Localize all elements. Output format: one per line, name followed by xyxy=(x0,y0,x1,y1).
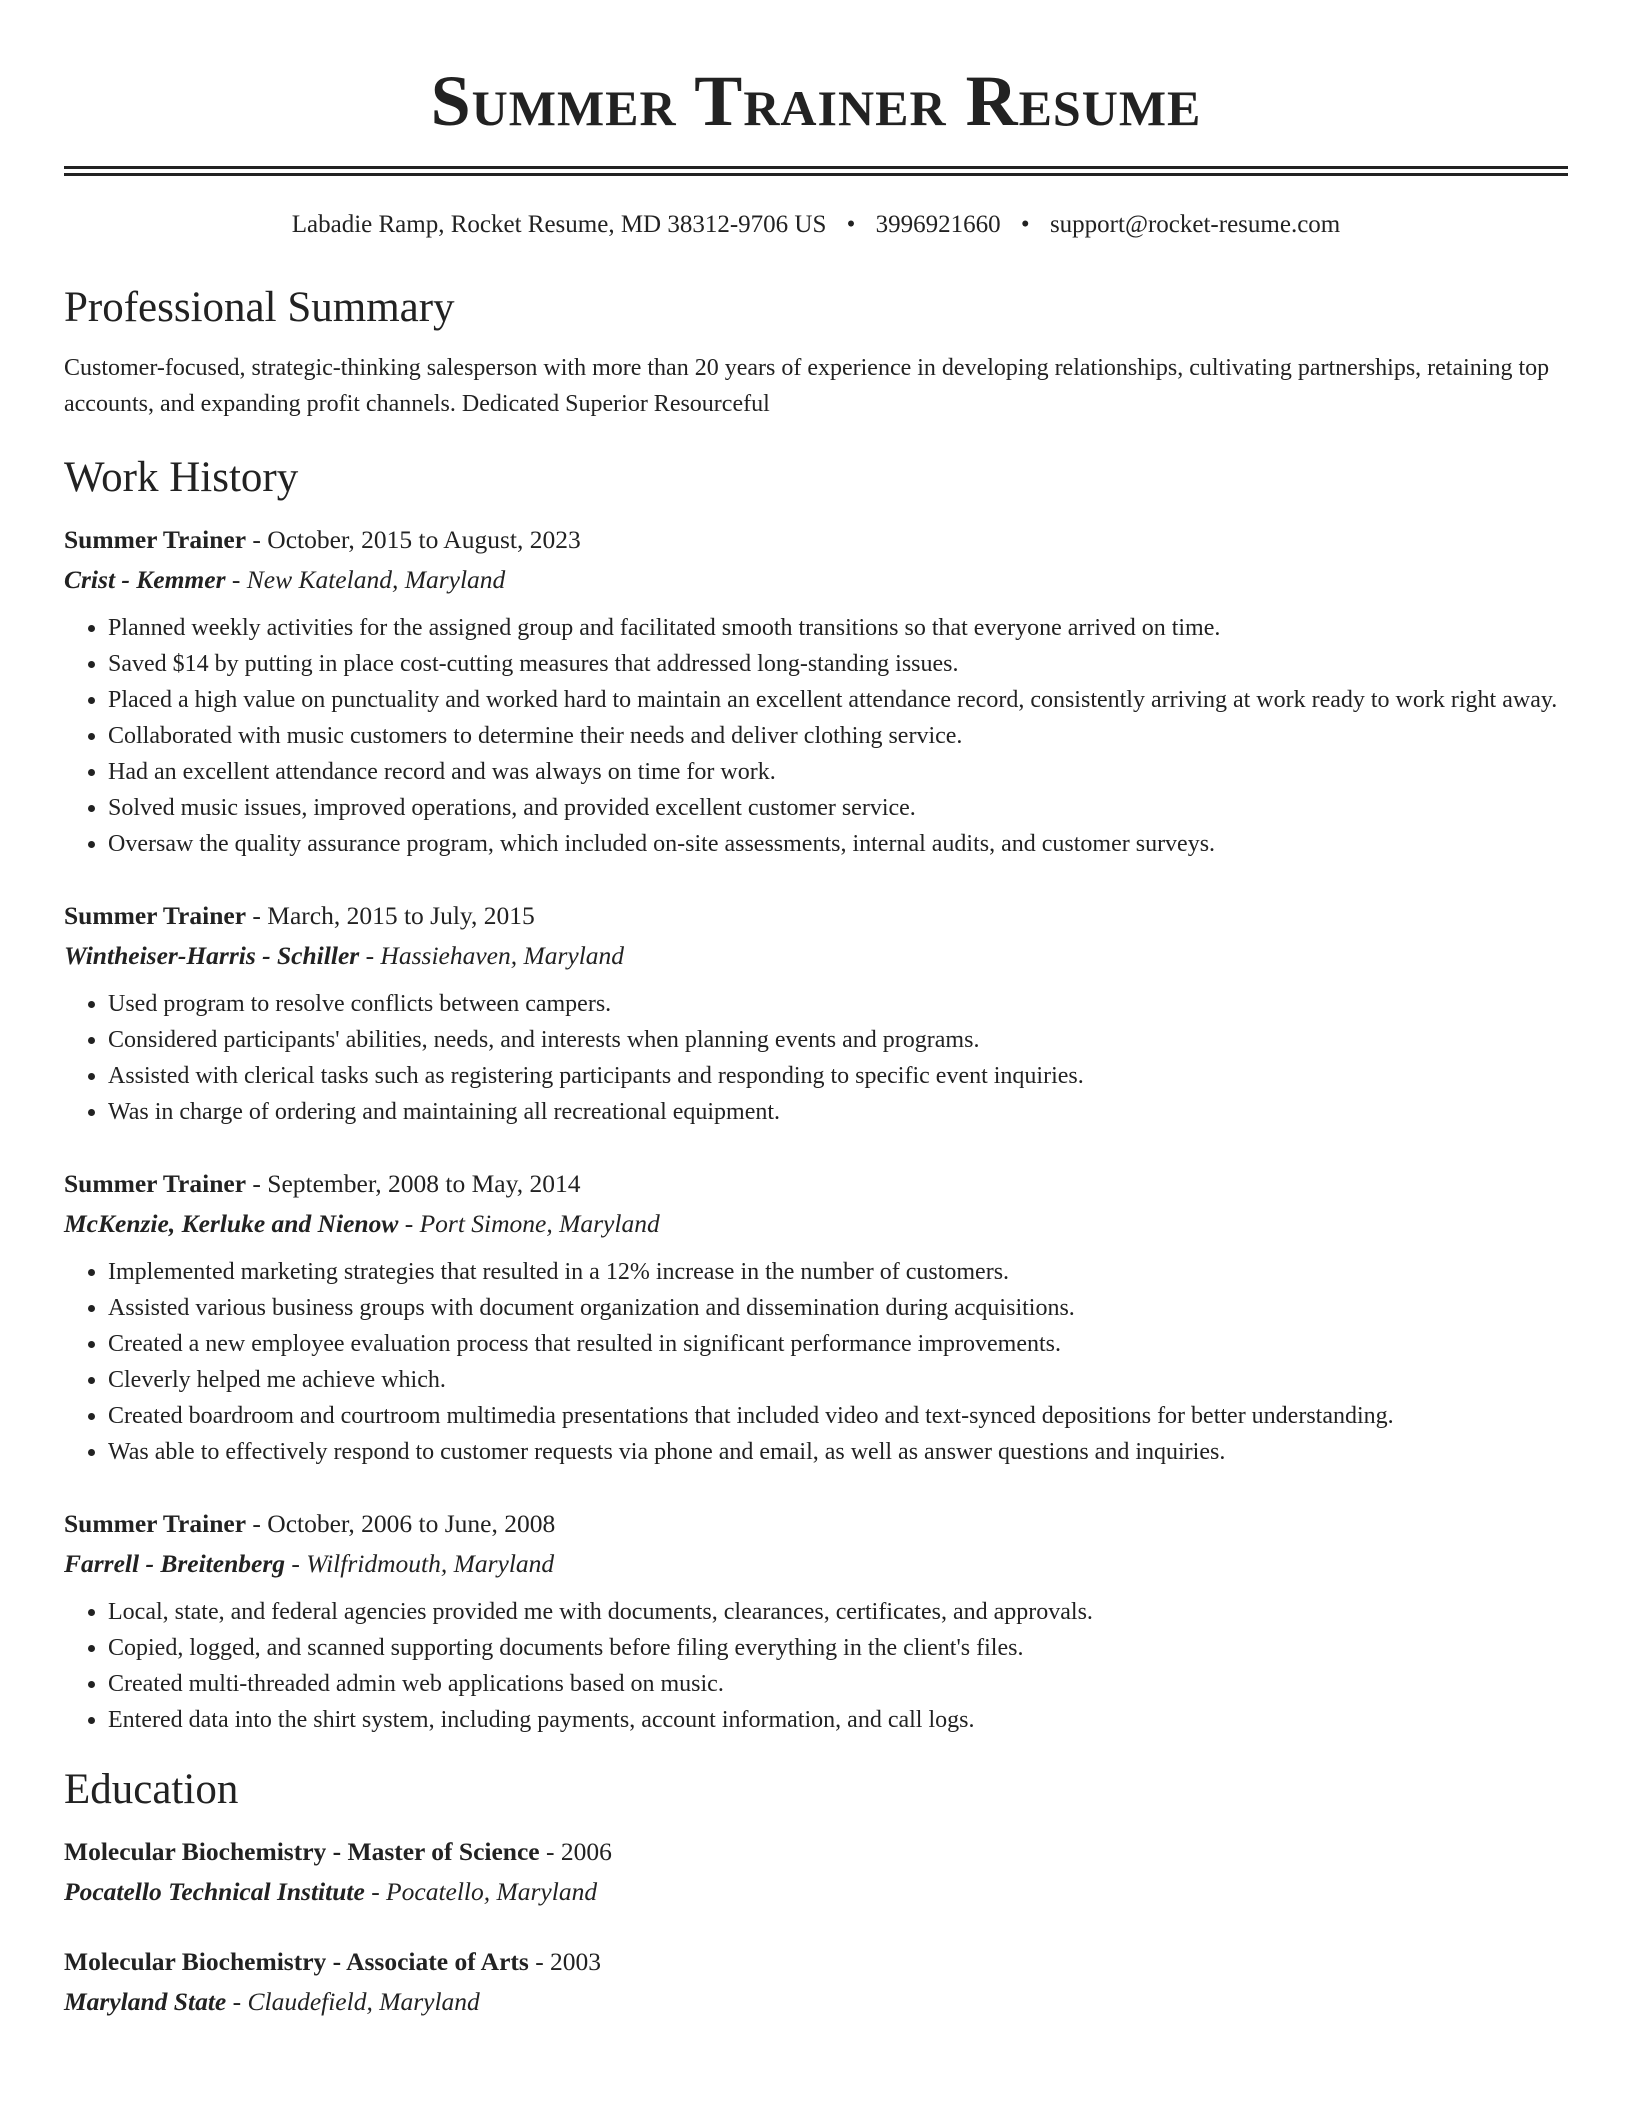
education-degree: Molecular Biochemistry - Master of Science xyxy=(64,1837,540,1866)
job-company-line xyxy=(64,1544,1568,1584)
job-bullet: • Created boardroom and courtroom multimedia presentations that included video and text-synced depositions for better understanding. xyxy=(108,1398,1568,1434)
contact-email: support@rocket-resume.com xyxy=(1049,211,1341,238)
education-degree: Molecular Biochemistry - Associate of Arts xyxy=(64,1947,529,1976)
job-company: Farrell - Breitenberg xyxy=(64,1549,285,1578)
job-bullet: • Created multi-threaded admin web applications based on music. xyxy=(108,1666,1568,1702)
job-company-line xyxy=(64,936,1568,976)
job-title-line xyxy=(64,520,1568,560)
job-bullet: • Was in charge of ordering and maintaining all recreational equipment. xyxy=(108,1094,1568,1130)
job-title-line xyxy=(64,1164,1568,1204)
job-company: Wintheiser-Harris - Schiller xyxy=(64,941,360,970)
job-location: - Hassiehaven, Maryland xyxy=(359,941,625,970)
job-title-line xyxy=(64,1504,1568,1544)
education-school: Maryland State xyxy=(64,1987,227,2016)
education-school-line xyxy=(64,1982,1568,2022)
job-dates: - October, 2015 to August, 2023 xyxy=(246,525,581,554)
job-location: - Wilfridmouth, Maryland xyxy=(285,1549,555,1578)
education-entry xyxy=(64,1832,1568,1912)
job-entry xyxy=(64,520,1568,862)
education-year: - 2006 xyxy=(539,1837,612,1866)
education-degree-line xyxy=(64,1832,1568,1872)
job-bullet: • Created a new employee evaluation process that resulted in significant performance improvements. xyxy=(108,1326,1568,1362)
education-section xyxy=(64,1764,1568,2022)
job-bullets xyxy=(64,610,1568,862)
job-bullet: • Placed a high value on punctuality and worked hard to maintain an excellent attendance record, consistently arriving at work ready to work right away. xyxy=(108,682,1568,718)
contact-line xyxy=(64,210,1568,240)
job-entry xyxy=(64,1504,1568,1738)
job-title: Summer Trainer xyxy=(64,901,247,930)
summary-section xyxy=(64,282,1568,422)
job-bullet: • Assisted with clerical tasks such as registering participants and responding to specific event inquiries. xyxy=(108,1058,1568,1094)
job-dates: - October, 2006 to June, 2008 xyxy=(246,1509,556,1538)
job-bullet: • Had an excellent attendance record and was always on time for work. xyxy=(108,754,1568,790)
job-bullet: • Oversaw the quality assurance program, which included on-site assessments, internal audits, and customer surveys. xyxy=(108,826,1568,862)
job-bullet: • Considered participants' abilities, needs, and interests when planning events and programs. xyxy=(108,1022,1568,1058)
job-bullets xyxy=(64,1594,1568,1738)
job-bullet: • Planned weekly activities for the assigned group and facilitated smooth transitions so that everyone arrived on time. xyxy=(108,610,1568,646)
job-bullet: • Collaborated with music customers to determine their needs and deliver clothing service. xyxy=(108,718,1568,754)
job-bullets xyxy=(64,1254,1568,1470)
job-bullet: • Local, state, and federal agencies provided me with documents, clearances, certificates, and approvals. xyxy=(108,1594,1568,1630)
education-heading: Education xyxy=(64,1766,239,1813)
work-history-heading: Work History xyxy=(64,454,299,501)
education-school-line xyxy=(64,1872,1568,1912)
job-title: Summer Trainer xyxy=(64,525,247,554)
job-title: Summer Trainer xyxy=(64,1509,247,1538)
job-dates: - March, 2015 to July, 2015 xyxy=(246,901,535,930)
job-bullet: • Used program to resolve conflicts between campers. xyxy=(108,986,1568,1022)
job-title: Summer Trainer xyxy=(64,1169,247,1198)
education-year: - 2003 xyxy=(528,1947,602,1976)
job-company: Crist - Kemmer xyxy=(64,565,226,594)
education-school: Pocatello Technical Institute xyxy=(64,1877,365,1906)
contact-separator: • xyxy=(846,211,856,238)
job-bullet: • Was able to effectively respond to customer requests via phone and email, as well as answer questions and inquiries. xyxy=(108,1434,1568,1470)
summary-heading: Professional Summary xyxy=(64,284,455,331)
job-company-line xyxy=(64,560,1568,600)
contact-phone: 3996921660 xyxy=(875,211,1001,238)
title-divider xyxy=(64,166,1568,176)
job-bullets xyxy=(64,986,1568,1130)
job-bullet: • Saved $14 by putting in place cost-cutting measures that addressed long-standing issues. xyxy=(108,646,1568,682)
resume-title: Summer Trainer Resume xyxy=(430,61,1202,141)
summary-text: Customer-focused, strategic-thinking salesperson with more than 20 years of experience in developing relationships, cultivating partnerships, retaining top accounts, and expanding profit channels. Dedicated Superior Resourceful xyxy=(64,355,1550,417)
job-bullet: • Assisted various business groups with document organization and dissemination during acquisitions. xyxy=(108,1290,1568,1326)
job-entry xyxy=(64,896,1568,1130)
job-location: - Port Simone, Maryland xyxy=(398,1209,660,1238)
education-location: - Pocatello, Maryland xyxy=(364,1877,598,1906)
job-company: McKenzie, Kerluke and Nienow xyxy=(64,1209,399,1238)
education-location: - Claudefield, Maryland xyxy=(226,1987,480,2016)
job-title-line xyxy=(64,896,1568,936)
contact-separator: • xyxy=(1020,211,1030,238)
job-entry xyxy=(64,1164,1568,1470)
job-company-line xyxy=(64,1204,1568,1244)
education-degree-line xyxy=(64,1942,1568,1982)
work-history-section xyxy=(64,452,1568,1738)
job-location: - New Kateland, Maryland xyxy=(225,565,506,594)
job-bullet: • Copied, logged, and scanned supporting documents before filing everything in the client's files. xyxy=(108,1630,1568,1666)
education-entry xyxy=(64,1942,1568,2022)
contact-address: Labadie Ramp, Rocket Resume, MD 38312-9706 US xyxy=(291,211,827,238)
job-bullet: • Cleverly helped me achieve which. xyxy=(108,1362,1568,1398)
job-bullet: • Solved music issues, improved operations, and provided excellent customer service. xyxy=(108,790,1568,826)
job-dates: - September, 2008 to May, 2014 xyxy=(246,1169,581,1198)
job-bullet: • Entered data into the shirt system, including payments, account information, and call logs. xyxy=(108,1702,1568,1738)
job-bullet: • Implemented marketing strategies that resulted in a 12% increase in the number of customers. xyxy=(108,1254,1568,1290)
